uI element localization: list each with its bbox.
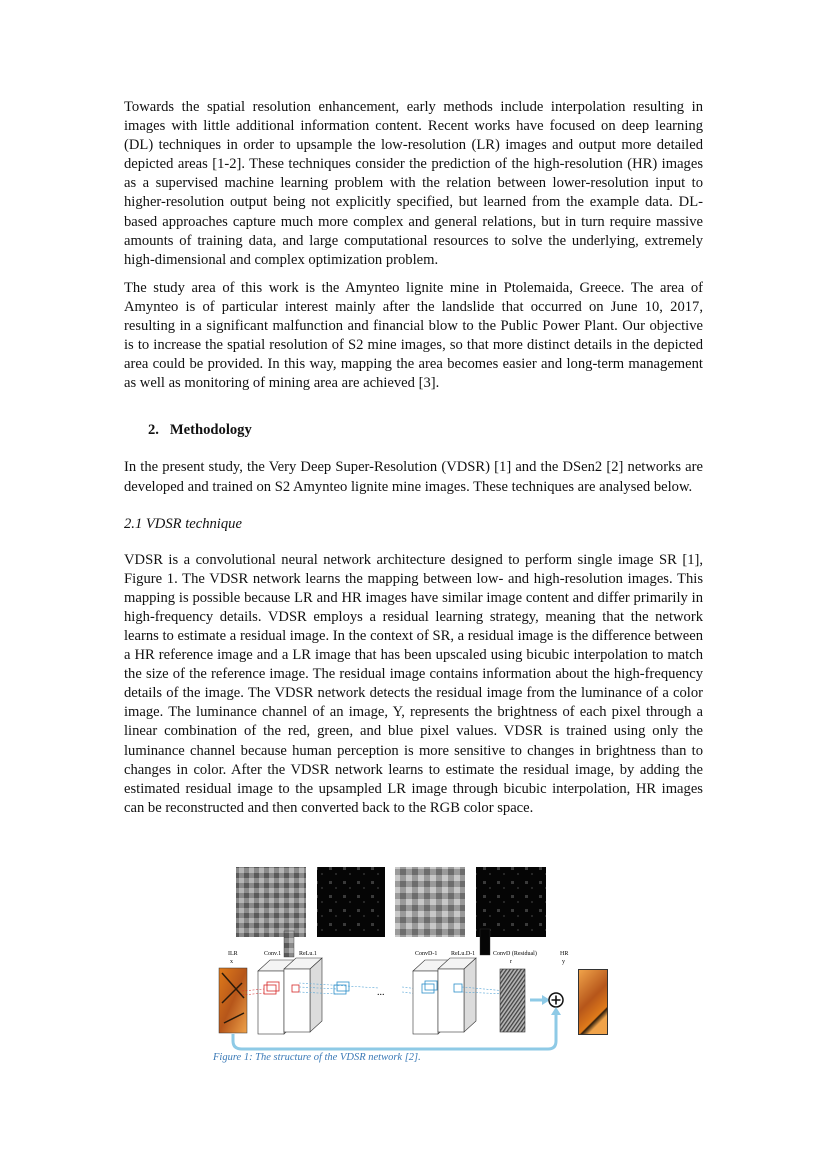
input-image [219, 968, 247, 1033]
ellipsis: ... [377, 987, 385, 998]
label-relu1: ReLu.1 [299, 951, 317, 957]
document-body [124, 98, 703, 818]
label-relud1: ReLu.D-1 [451, 951, 476, 957]
figure-vdsr-structure [214, 863, 569, 1073]
paragraph-intro: Towards the spatial resolution enhancement, early methods include interpolation resulting in images with little additional information content. Recent works have focused on deep learning (DL) techniques in order to upsample the low-resolution (LR) images and output more detailed depicted areas [1-2]. These techniques consider the prediction of the high-resolution (HR) images as a supervised machine learning problem with the relation between lower-resolution input to higher-resolution output being not explicitly specified, but learned from the example data. DL-based approaches capture much more complex and general relations, but in turn require massive amounts of training data, and large computational resources to solve the underlying, extremely high-dimensional and complex optimization problem. [124, 99, 703, 268]
feature-map-1 [236, 867, 306, 937]
label-r: r [510, 959, 512, 965]
label-x: x [230, 959, 233, 965]
label-ilr: ILR [228, 951, 238, 957]
residual-image [500, 969, 525, 1032]
label-convd-residual: ConvD (Residual) [493, 951, 537, 957]
feature-map-2 [317, 867, 385, 937]
paragraph-vdsr: VDSR is a convolutional neural network architecture designed to perform single image SR [1], Figure 1. The VDSR network learns the mapping between low- and high-resolution images. This mapping is possible because LR and HR images have similar image content and differ primarily in high-frequency details. VDSR employs a residual learning strategy, meaning that the network learns to estimate a residual image. In the context of SR, a residual image is the difference between a HR reference image and a LR image that has been upscaled using bicubic interpolation to match the size of the reference image. The residual image contains information about the high-frequency details of the image. The VDSR network detects the residual image from the luminance of a color image. The luminance channel of an image, Y, represents the brightness of each pixel through a linear combination of the red, green, and blue pixel values. VDSR is trained using only the luminance channel because human perception is more sensitive to changes in brightness than to changes in color. After the VDSR network learns to estimate the residual image, by adding the estimated residual image to the upsampled LR image through bicubic interpolation, HR images can be reconstructed and then converted back to the RGB color space. [124, 551, 703, 816]
subsection-heading-vdsr: 2.1 VDSR technique [124, 515, 242, 532]
label-convd1: ConvD-1 [415, 951, 438, 957]
paragraph-methodology: In the present study, the Very Deep Super-Resolution (VDSR) [1] and the DSen2 [2] networks are developed and trained on S2 Amynteo lignite mine images. These techniques are analysed below. [124, 459, 703, 495]
kernel-blue-1 [334, 985, 346, 994]
relu-layer-d-1 [438, 958, 476, 1032]
feature-map-3 [395, 867, 465, 937]
label-conv1: Conv.1 [264, 951, 282, 957]
figure-caption: Figure 1: The structure of the VDSR network [2]. [213, 1052, 421, 1063]
label-hr-inside: HR [560, 951, 569, 957]
feature-map-4 [476, 867, 546, 937]
paragraph-study-area: The study area of this work is the Amynteo lignite mine in Ptolemaida, Greece. The area of Amynteo is of particular interest mainly after the landslide that occurred on June 10, 2017, resulting in a significant malfunction and financial blow to the Public Power Plant. Our objective is to increase the spatial resolution of S2 mine images, so that more distinct details in the depicted area could be provided. In this way, mapping the area becomes easier and long-term management as well as monitoring of mining area are achieved [3]. [124, 279, 703, 392]
output-image [578, 969, 608, 1035]
relu-layer-1 [284, 958, 322, 1032]
label-y: y [562, 959, 565, 965]
section-heading-methodology: 2. Methodology [148, 422, 252, 439]
